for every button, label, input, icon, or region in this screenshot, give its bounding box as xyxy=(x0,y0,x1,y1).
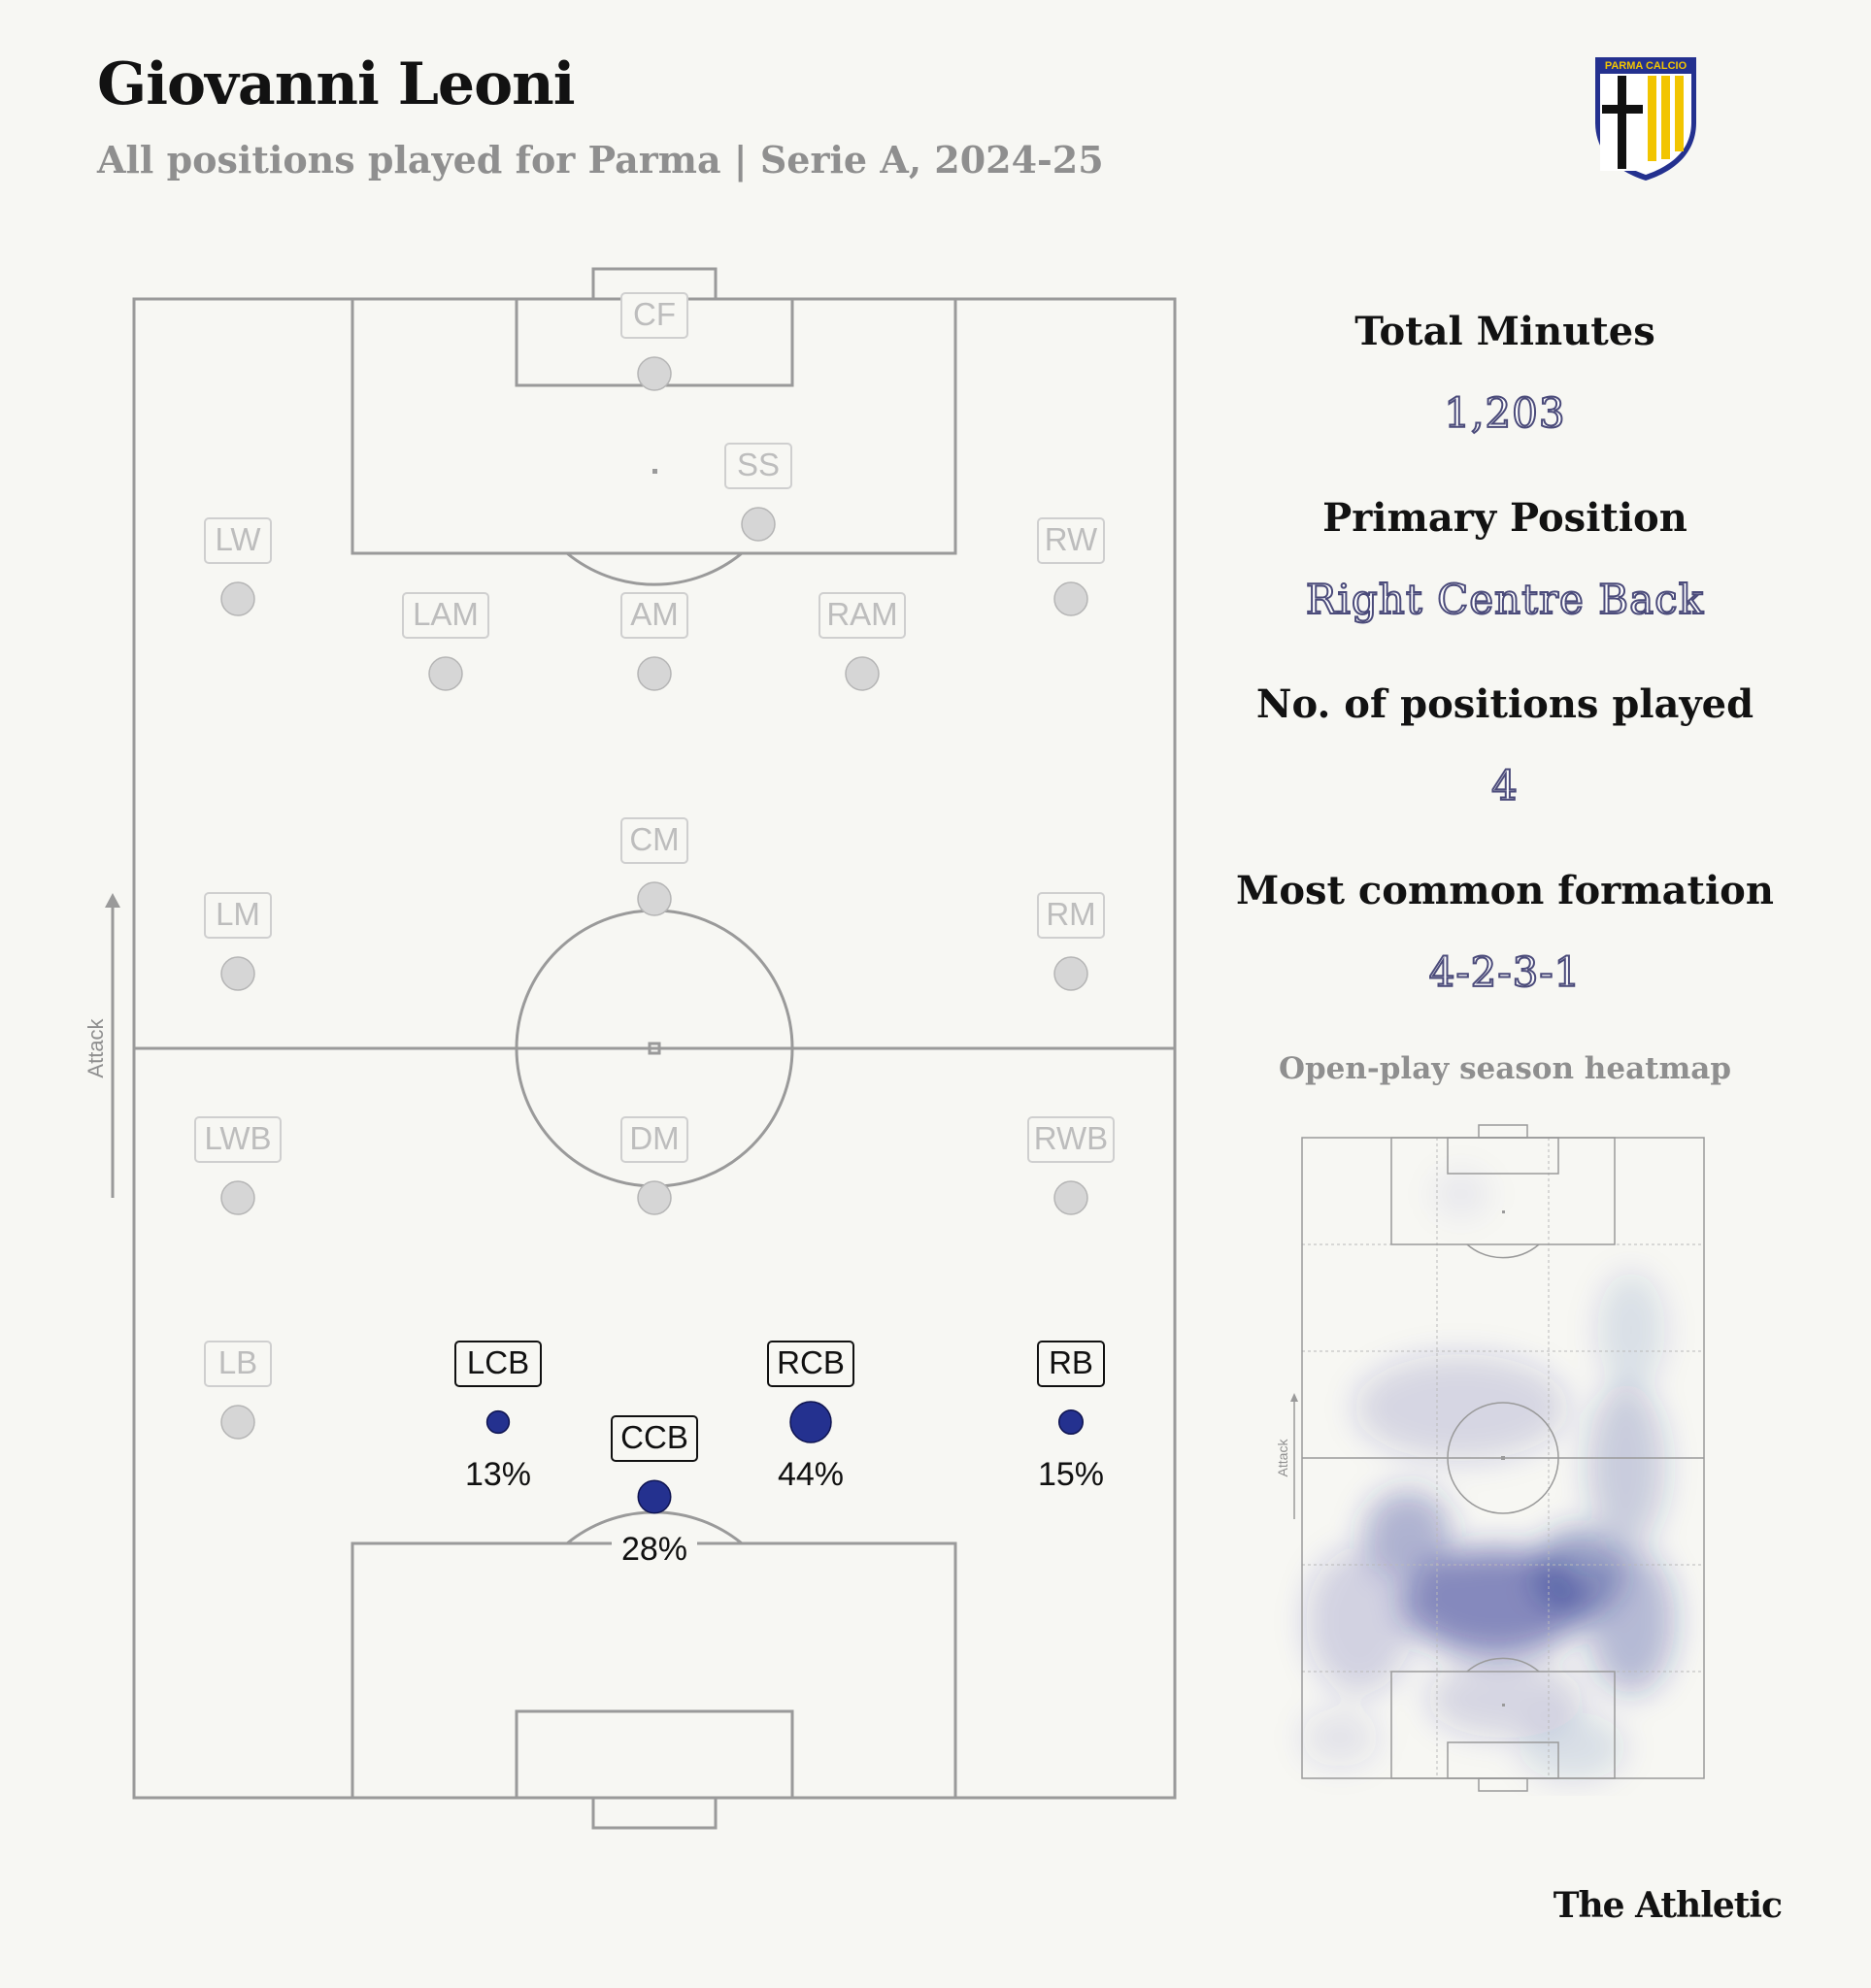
position-label: LW xyxy=(215,521,261,557)
position-dot xyxy=(221,957,254,990)
position-dot xyxy=(742,508,775,541)
position-ram xyxy=(819,593,905,690)
position-am xyxy=(621,593,687,690)
position-dot xyxy=(638,1480,671,1513)
position-label: LWB xyxy=(204,1120,272,1156)
stat-value: 1,203 xyxy=(1444,389,1566,437)
position-label: CCB xyxy=(620,1419,688,1455)
stat-label: Most common formation xyxy=(1236,868,1774,913)
position-share-label: 13% xyxy=(464,1456,532,1493)
position-label: LB xyxy=(217,1344,258,1380)
position-rw xyxy=(1038,518,1104,615)
player-name-title: Giovanni Leoni xyxy=(97,50,575,118)
position-dot xyxy=(638,657,671,690)
position-cm xyxy=(621,818,687,915)
attack-axis-label: Attack xyxy=(84,1018,108,1078)
position-dot xyxy=(638,357,671,390)
position-ss xyxy=(725,444,791,541)
stat-label: Primary Position xyxy=(1322,495,1687,541)
position-share-label: 28% xyxy=(620,1531,688,1568)
position-dot xyxy=(1054,957,1087,990)
position-dot xyxy=(638,882,671,915)
position-dot xyxy=(846,657,879,690)
stat-total-minutes xyxy=(1214,291,1796,478)
stat-value: 4-2-3-1 xyxy=(1428,948,1582,996)
position-dot xyxy=(221,1406,254,1439)
position-rb xyxy=(1028,1342,1114,1496)
position-dot xyxy=(221,582,254,615)
brand-logo: The Athletic xyxy=(1553,1885,1782,1926)
heatmap-title: Open-play season heatmap xyxy=(1278,1051,1732,1086)
position-ccb xyxy=(612,1416,697,1571)
position-share-label: 15% xyxy=(1037,1456,1105,1493)
heatmap-blobs xyxy=(1301,1170,1675,1781)
position-lb xyxy=(205,1342,271,1439)
position-label: SS xyxy=(736,447,781,482)
position-dot xyxy=(638,1181,671,1214)
position-dm xyxy=(621,1117,687,1214)
position-label: RW xyxy=(1044,521,1098,557)
stat-label: No. of positions played xyxy=(1255,681,1754,727)
position-dot xyxy=(221,1181,254,1214)
position-label: CM xyxy=(629,821,680,857)
position-rm xyxy=(1038,893,1104,990)
position-dot xyxy=(429,657,462,690)
heatmap-attack-label: Attack xyxy=(1275,1439,1290,1477)
position-dot xyxy=(1059,1410,1084,1435)
position-dot xyxy=(487,1411,510,1434)
stat-value: Right Centre Back xyxy=(1305,576,1705,623)
position-label: RM xyxy=(1046,896,1096,932)
position-lm xyxy=(205,893,271,990)
crest-text: PARMA CALCIO xyxy=(1604,60,1687,72)
position-label: RB xyxy=(1049,1344,1093,1380)
position-label: CF xyxy=(633,296,676,332)
position-lwb xyxy=(195,1117,281,1214)
position-share-label: 44% xyxy=(777,1456,845,1493)
position-label: AM xyxy=(630,596,679,632)
page-subtitle: All positions played for Parma | Serie A, 2024-25 xyxy=(97,138,1104,182)
position-label: RAM xyxy=(826,596,898,632)
position-label: LAM xyxy=(413,596,479,632)
position-rcb xyxy=(768,1342,853,1496)
stat-label: Total Minutes xyxy=(1354,309,1655,354)
stat-positions-played xyxy=(1214,664,1796,850)
position-cf xyxy=(621,293,687,390)
position-lam xyxy=(403,593,488,690)
season-heatmap xyxy=(1253,1116,1757,1796)
stats-panel xyxy=(1214,291,1796,1037)
position-rwb xyxy=(1028,1117,1114,1214)
position-label: RWB xyxy=(1033,1120,1109,1156)
position-label: DM xyxy=(629,1120,680,1156)
position-lw xyxy=(205,518,271,615)
stat-common-formation xyxy=(1214,850,1796,1037)
position-label: RCB xyxy=(777,1344,845,1380)
position-dot xyxy=(790,1402,831,1442)
position-lcb xyxy=(455,1342,541,1496)
position-dot xyxy=(1054,582,1087,615)
stat-value: 4 xyxy=(1491,762,1519,810)
position-dot xyxy=(1054,1181,1087,1214)
position-label: LM xyxy=(216,896,260,932)
stat-primary-position xyxy=(1214,478,1796,664)
position-label: LCB xyxy=(466,1344,530,1380)
